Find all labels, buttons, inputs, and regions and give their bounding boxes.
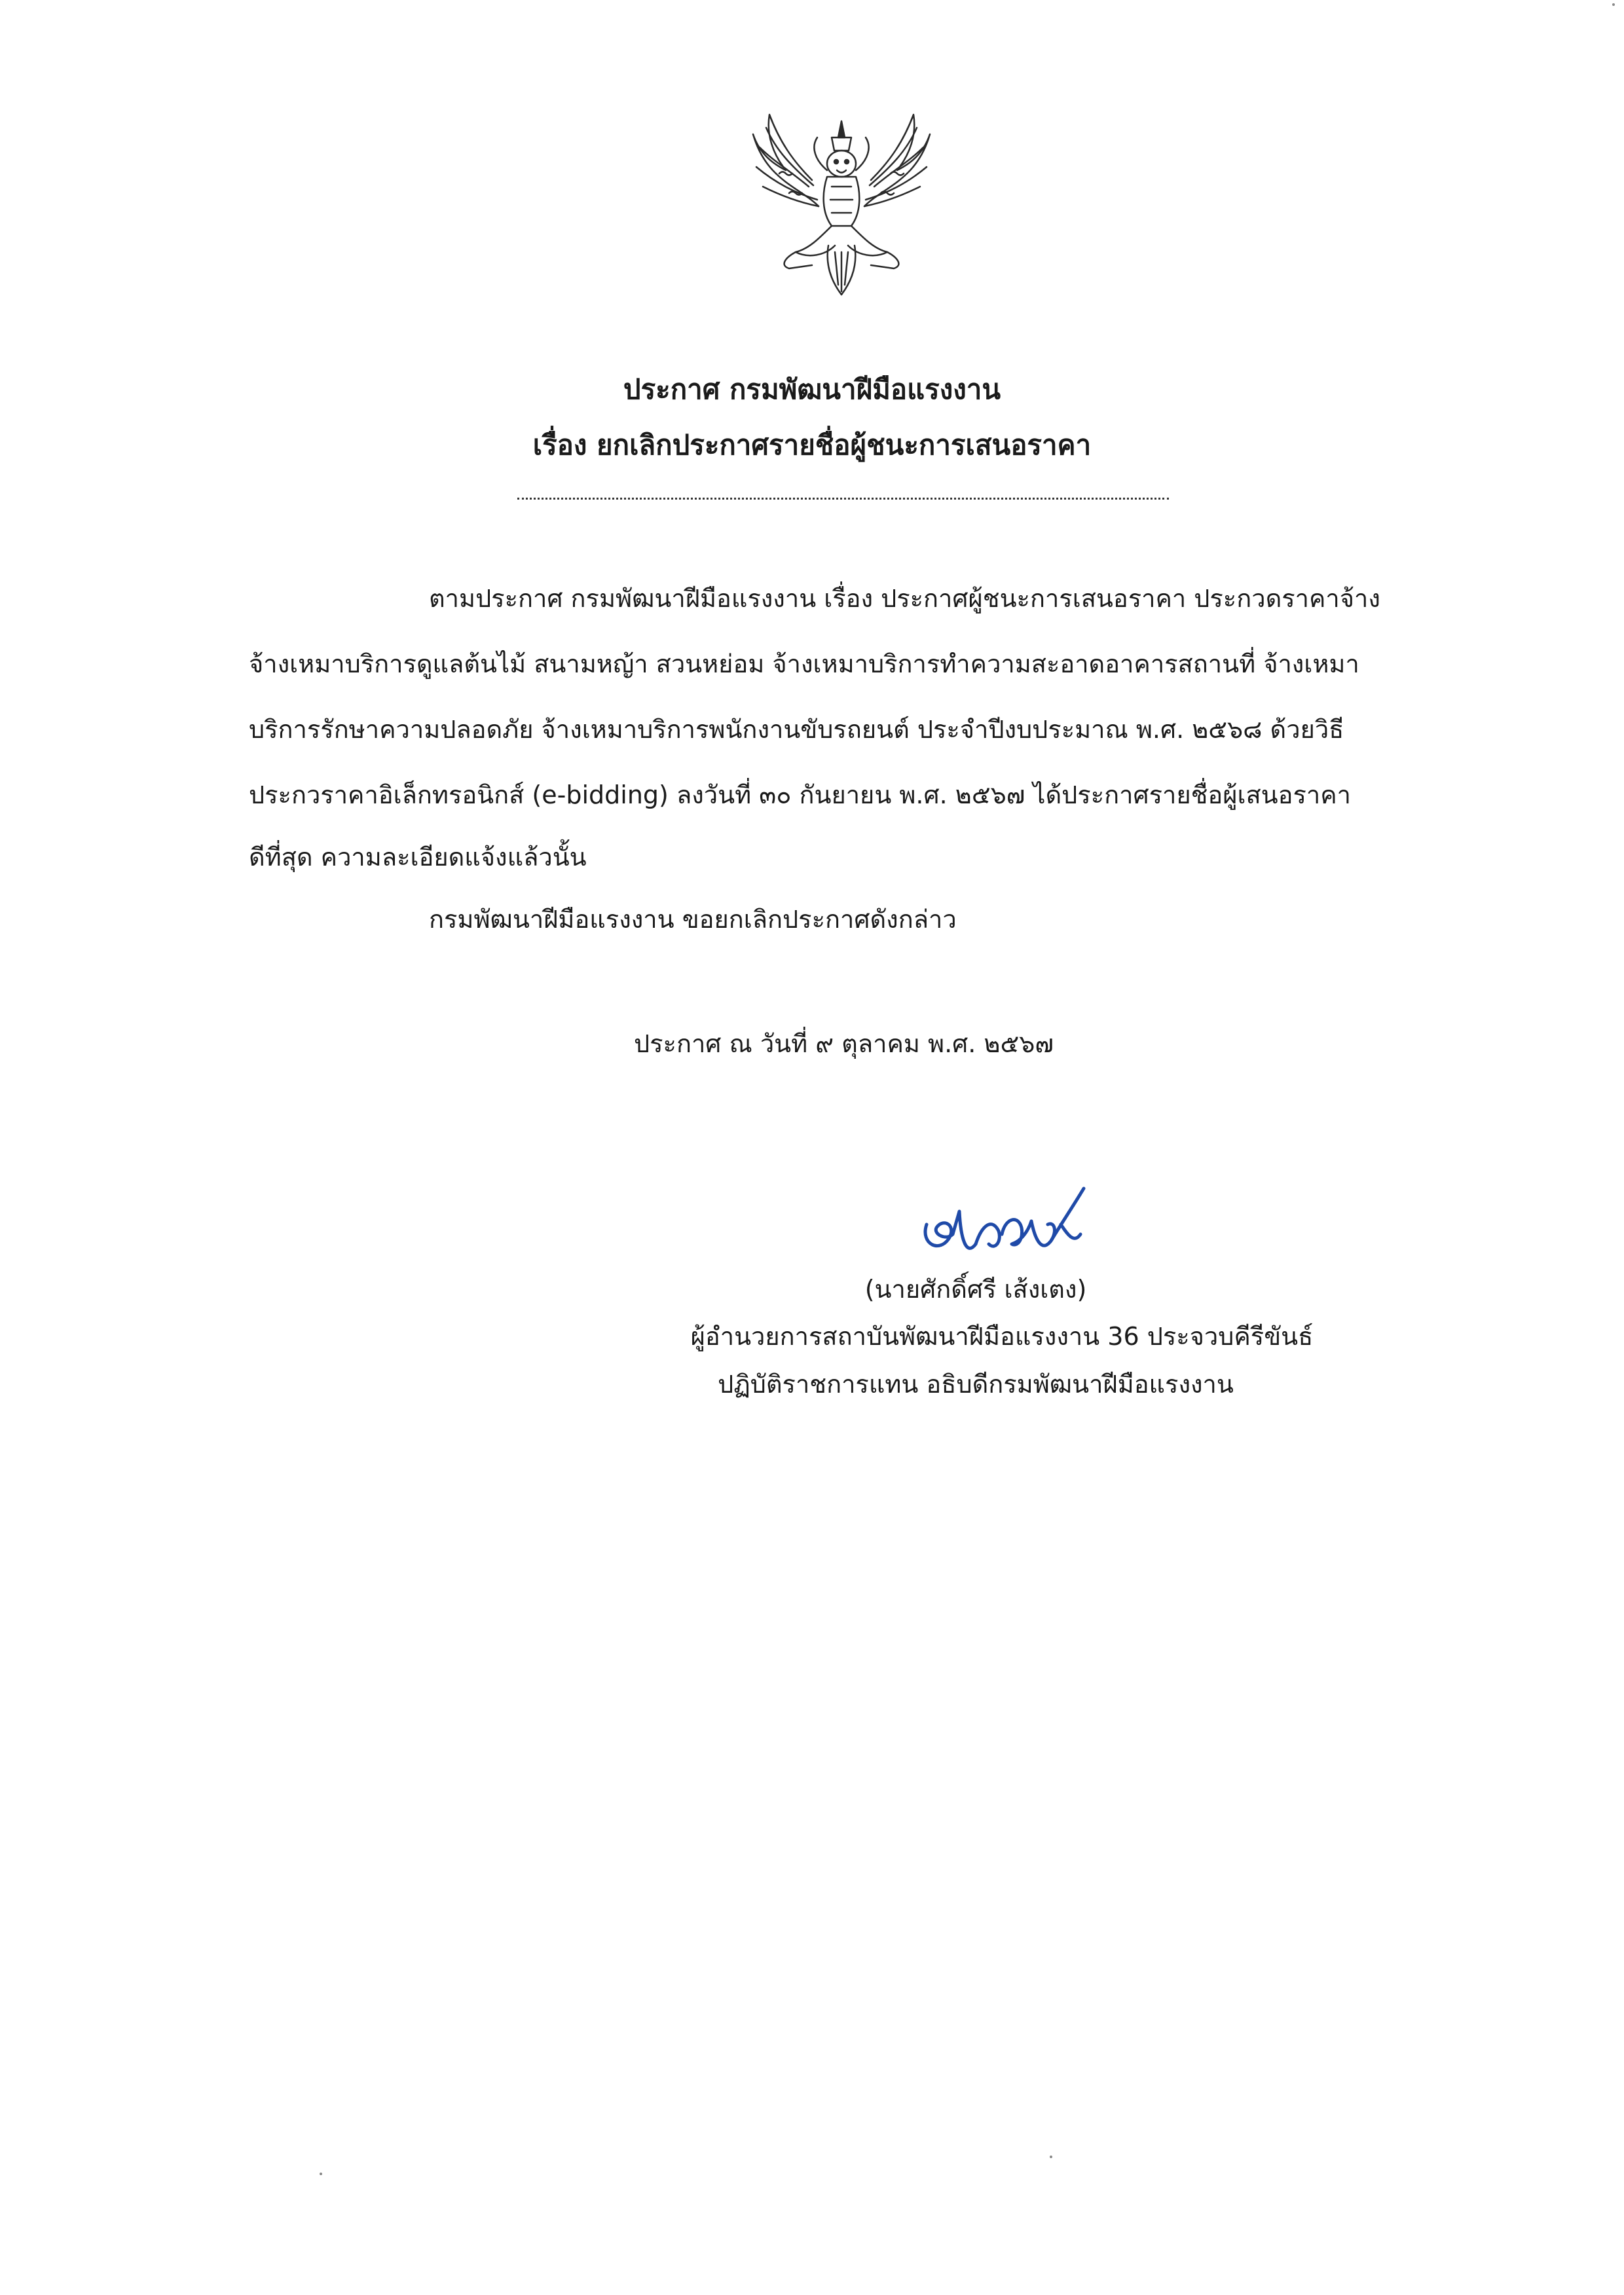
body-line: ตามประกาศ กรมพัฒนาฝีมือแรงงาน เรื่อง ประกาศผู้ชนะการเสนอราคา ประกวดราคาจ้าง — [429, 584, 1380, 613]
body-line: ดีที่สุด ความละเอียดแจ้งแล้วนั้น — [249, 843, 587, 872]
scan-speck — [1612, 3, 1615, 6]
closing-statement: กรมพัฒนาฝีมือแรงงาน ขอยกเลิกประกาศดังกล่าว — [429, 905, 957, 934]
signatory-name: (นายศักดิ์ศรี เส้งเตง) — [864, 1275, 1087, 1304]
announcement-title: ประกาศ กรมพัฒนาฝีมือแรงงาน — [623, 373, 1001, 405]
scan-speck — [320, 2173, 322, 2175]
body-line: บริการรักษาความปลอดภัย จ้างเหมาบริการพนักงานขับรถยนต์ ประจำปีงบประมาณ พ.ศ. ๒๕๖๘ ด้วยวิธี — [249, 715, 1344, 744]
scan-speck — [1050, 2156, 1052, 2158]
dotted-divider — [517, 498, 1169, 500]
handwritten-signature-icon — [913, 1172, 1110, 1277]
signatory-position: ผู้อำนวยการสถาบันพัฒนาฝีมือแรงงาน 36 ประจวบคีรีขันธ์ — [690, 1322, 1314, 1351]
body-line: ประกวราคาอิเล็กทรอนิกส์ (e-bidding) ลงวันที่ ๓๐ กันยายน พ.ศ. ๒๕๖๗ ได้ประกาศรายชื่อผู้เสนอราคา — [249, 780, 1351, 809]
garuda-emblem-icon — [740, 108, 943, 304]
announcement-date: ประกาศ ณ วันที่ ๙ ตุลาคม พ.ศ. ๒๕๖๗ — [634, 1029, 1054, 1058]
body-line: จ้างเหมาบริการดูแลต้นไม้ สนามหญ้า สวนหย่อม จ้างเหมาบริการทำความสะอาดอาคารสถานที่ จ้างเหมา — [249, 650, 1359, 678]
signatory-acting-position: ปฏิบัติราชการแทน อธิบดีกรมพัฒนาฝีมือแรงงาน — [718, 1370, 1234, 1399]
announcement-subject: เรื่อง ยกเลิกประกาศรายชื่อผู้ชนะการเสนอราคา — [532, 429, 1092, 461]
